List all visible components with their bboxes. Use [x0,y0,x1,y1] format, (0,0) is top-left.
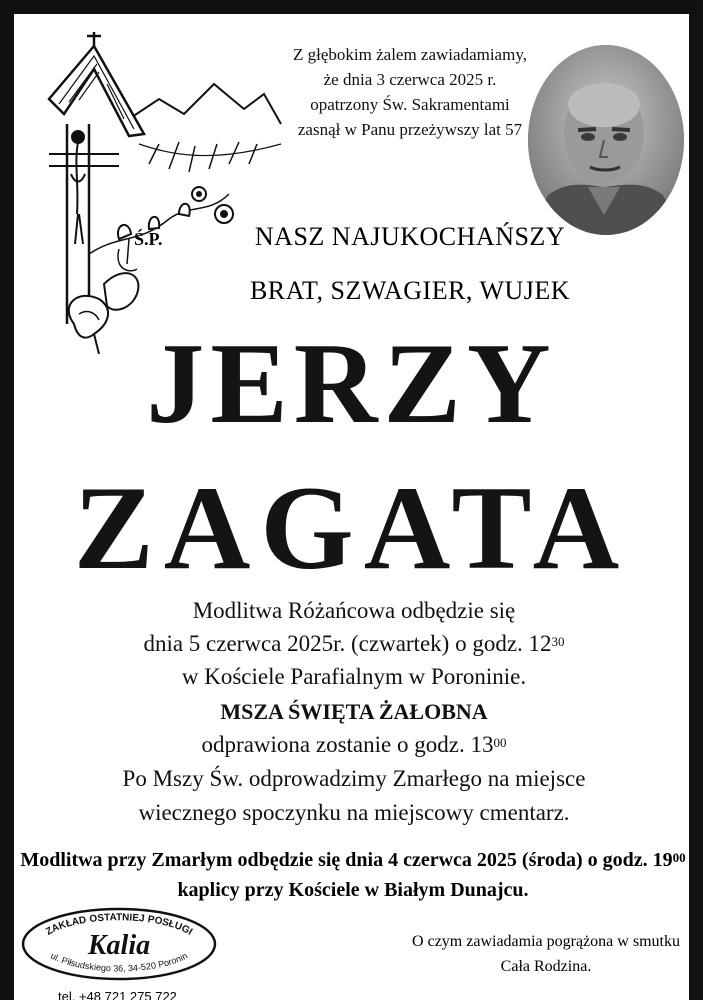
time-minutes: 00 [493,735,507,750]
mass-title: MSZA ŚWIĘTA ŻAŁOBNA [220,699,488,724]
ceremony-line [54,631,654,657]
funeral-home-logo [19,902,219,982]
time-minutes: 30 [551,634,565,649]
first-name: JERZY [146,320,557,448]
intro-line: zasnął w Panu przeżywszy lat 57 [297,120,523,139]
intro-line: opatrzony Św. Sakramentami [310,95,510,114]
intro-line: że dnia 3 czerwca 2025 r. [323,70,497,89]
intro-line: Z głębokim żalem zawiadamiamy, [293,45,527,64]
portrait-image [528,45,684,235]
time-minutes: 00 [672,850,686,865]
closing-line: Cała Rodzina. [500,958,592,975]
ceremony-text: odprawiona zostanie o godz. 13 [201,732,494,757]
announcement-intro [282,42,538,142]
prayer-text: Modlitwa przy Zmarłym odbędzie się dnia 4 czerwca 2025 (środa) o godz. 19 [20,849,673,871]
ceremony-text: dnia 5 czerwca 2025r. (czwartek) o godz. 12 [143,631,552,656]
prayer-line: kaplicy przy Kościele w Białym Dunajcu. [177,879,529,901]
ceremony-line: Po Mszy Św. odprowadzimy Zmarłego na miejsce [122,766,586,791]
prayer-line [18,846,688,874]
logo-brand: Kalia [87,930,151,961]
deceased-photo [528,45,684,235]
closing-line: O czym zawiadamia pogrążona w smutku [412,933,680,950]
logo-address: ul. Piłsudskiego 36, 34-520 Poronin [48,950,190,974]
relation-line-2: BRAT, SZWAGIER, WUJEK [249,276,571,305]
logo-arc-text: ZAKŁAD OSTATNIEJ POSŁUGI [44,912,195,938]
ceremony-line: Modlitwa Różańcowa odbędzie się [192,598,516,623]
obituary-sheet [14,14,689,1000]
relation-line-1: NASZ NAJUKOCHAŃSZY [254,222,566,251]
funeral-home-phone: tel. +48 721 275 722 [58,989,177,1000]
sp-abbreviation: Ś.P. [134,229,163,249]
ceremony-line: wiecznego spoczynku na miejscowy cmentarz. [138,800,570,825]
ceremony-line: w Kościele Parafialnym w Poroninie. [181,664,527,689]
last-name: ZAGATA [73,461,630,594]
ceremony-line [54,732,654,758]
